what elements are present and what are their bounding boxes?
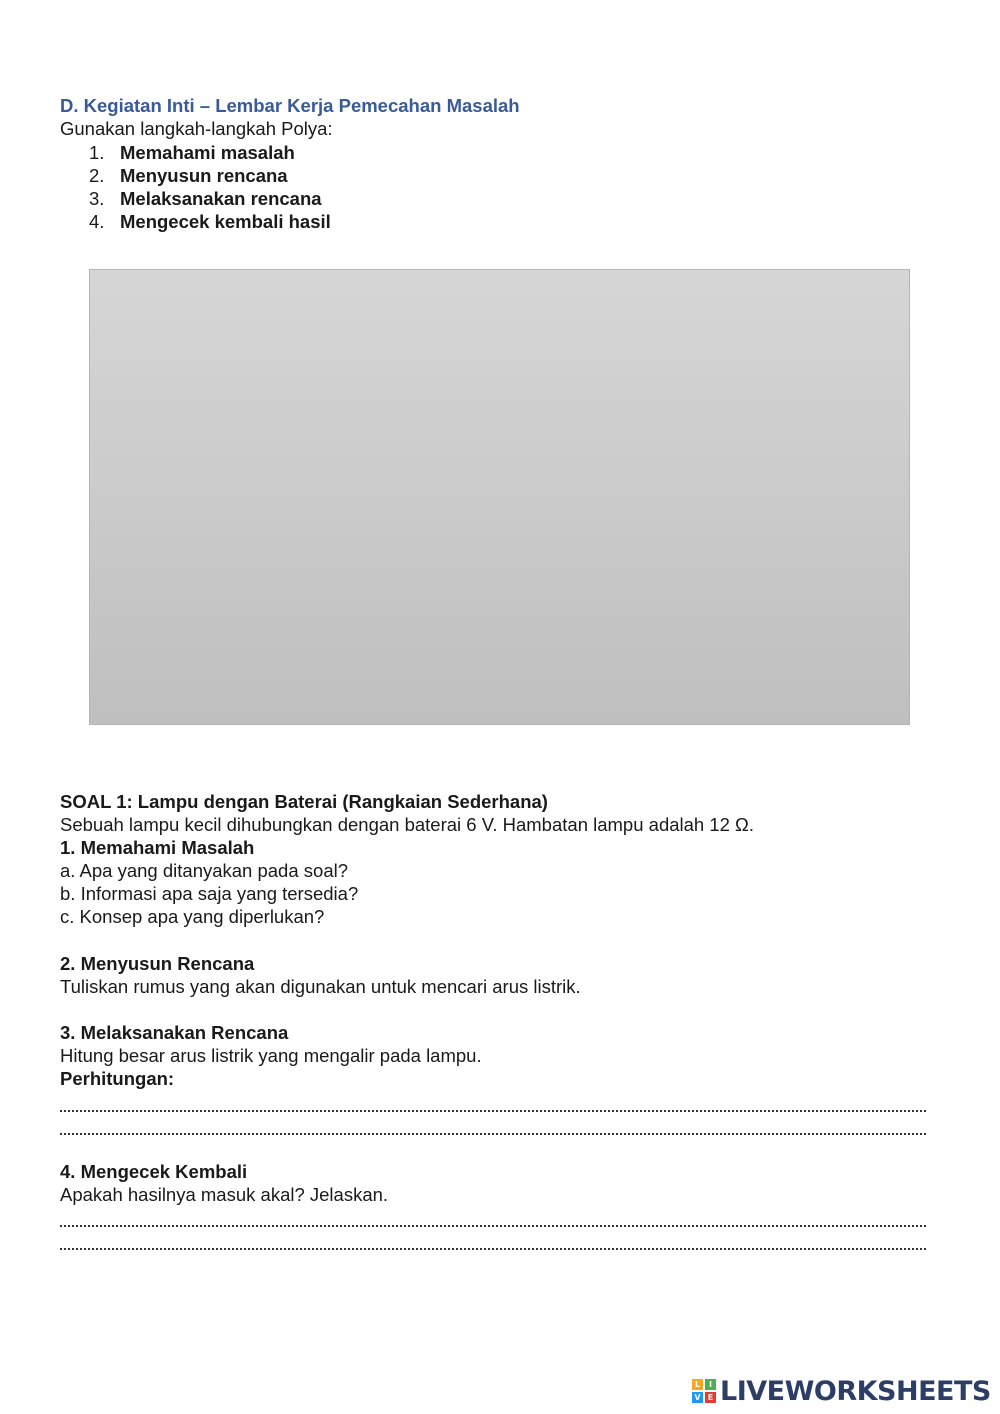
part1-question: c. Konsep apa yang diperlukan? (60, 906, 325, 927)
step-number: 4. (89, 211, 105, 232)
part1-question: b. Informasi apa saja yang tersedia? (60, 883, 359, 904)
step-label: Mengecek kembali hasil (120, 211, 331, 232)
part2-title: 2. Menyusun Rencana (60, 953, 255, 974)
problem-statement: Sebuah lampu kecil dihubungkan dengan baterai 6 V. Hambatan lampu adalah 12 Ω. (60, 814, 755, 835)
logo-text: LIVEWORKSHEETS (720, 1375, 991, 1407)
calculation-answer-line-2[interactable] (60, 1118, 926, 1138)
calculation-answer-line-1[interactable] (60, 1095, 926, 1115)
calculation-label: Perhitungan: (60, 1068, 175, 1089)
check-answer-line-1[interactable] (60, 1210, 926, 1230)
step-number: 2. (89, 165, 105, 186)
part4-text: Apakah hasilnya masuk akal? Jelaskan. (60, 1184, 389, 1205)
part3-title: 3. Melaksanakan Rencana (60, 1022, 289, 1043)
logo-grid-icon (692, 1379, 716, 1403)
logo-tile: L (692, 1379, 703, 1390)
logo-tile: I (705, 1379, 716, 1390)
section-intro: Gunakan langkah-langkah Polya: (60, 118, 333, 139)
step-label: Menyusun rencana (120, 165, 288, 186)
problem-title: SOAL 1: Lampu dengan Baterai (Rangkaian Sederhana) (60, 791, 548, 812)
logo-tile: E (705, 1392, 716, 1403)
part1-title: 1. Memahami Masalah (60, 837, 255, 858)
step-label: Memahami masalah (120, 142, 295, 163)
step-number: 1. (89, 142, 105, 163)
logo-tile: V (692, 1392, 703, 1403)
part3-text: Hitung besar arus listrik yang mengalir pada lampu. (60, 1045, 482, 1066)
liveworksheets-logo (692, 1373, 991, 1409)
step-label: Melaksanakan rencana (120, 188, 322, 209)
step-number: 3. (89, 188, 105, 209)
image-placeholder (89, 269, 910, 725)
part1-question: a. Apa yang ditanyakan pada soal? (60, 860, 349, 881)
part4-title: 4. Mengecek Kembali (60, 1161, 248, 1182)
check-answer-line-2[interactable] (60, 1233, 926, 1253)
section-title: D. Kegiatan Inti – Lembar Kerja Pemecahan Masalah (60, 95, 520, 116)
part2-text: Tuliskan rumus yang akan digunakan untuk mencari arus listrik. (60, 976, 581, 997)
